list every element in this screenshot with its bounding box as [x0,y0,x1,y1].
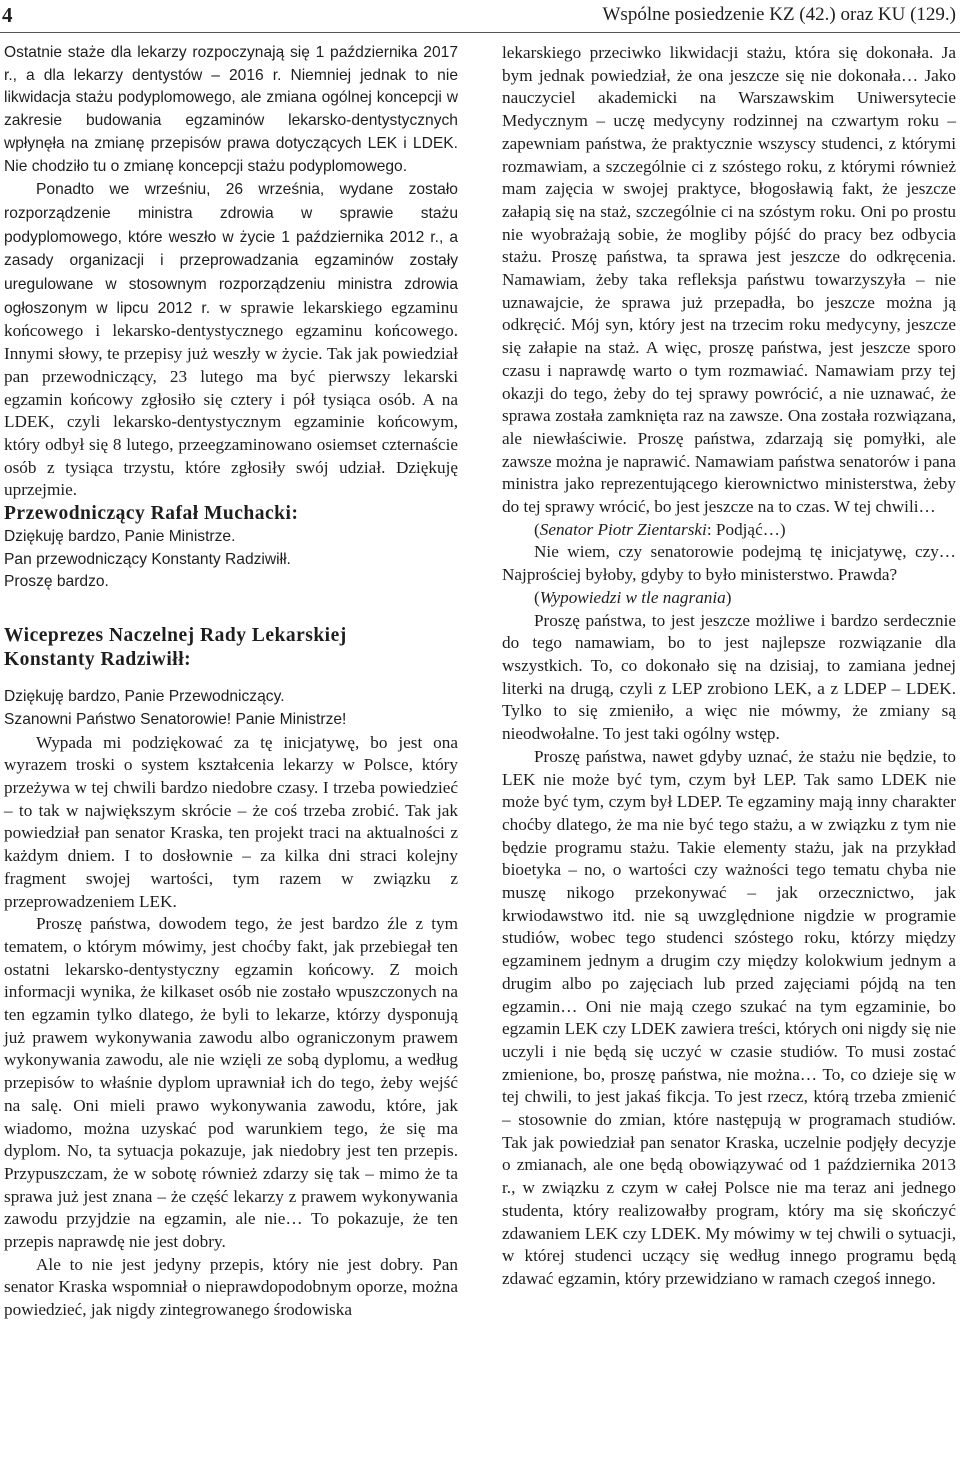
paragraph: Wypada mi podziękować za tę inicjatywę, bo jest ona wyrazem troski o system kształcenia lekarzy w Polsce, który przeżywa w tej chwili bardzo niedobre czasy. I trzeba powiedzieć – to tak w największym skrócie – że coś trzeba zrobić. Tak jak powiedział pan senator Kraska, ten projekt traci na aktualności z każdym dniem. I to dosłownie – za kilka dni straci kolejny fragment swojej wartości, tym razem w związku z przeprowadzeniem LEK. [4,732,458,911]
interjection-speaker: Senator Piotr Zientarski [539,519,707,539]
running-title: Wspólne posiedzenie KZ (42.) oraz KU (129.) [602,4,956,25]
speaker-lines [4,526,458,594]
speaker-heading-line: Wiceprezes Naczelnej Rady Lekarskiej [4,625,347,647]
paragraph [4,178,458,502]
interjection-text: : Podjąć…) [706,519,786,539]
paragraph: Ale to nie jest jedyny przepis, który nie jest dobry. Pan senator Kraska wspomniał o nieprawdopodobnym oporze, można powiedzieć, jak nigdy zintegrowanego środowiska [4,1254,458,1320]
interjection-open: ( [534,519,540,539]
right-column [502,42,956,1291]
statement-line: Pan przewodniczący Konstanty Radziwiłł. [4,550,291,568]
speaker-heading-line: Konstanty Radziwiłł: [4,649,192,671]
statement-line: Dziękuję bardzo, Panie Ministrze. [4,528,236,546]
statement-line: Proszę bardzo. [4,573,109,591]
header-rule [0,32,960,33]
interjection-open: ( [534,587,540,607]
page-header [0,0,960,34]
paragraph: Proszę państwa, dowodem tego, że jest bardzo źle z tym tematem, o którym mówimy, jest choćby fakt, jak przebiegał ten ostatni lekarsko-dentystyczny egzamin końcowy. Z moich informacji wynika, że kilkaset osób nie zostało wpuszczonych na ten egzamin tylko dlatego, że byli to lekarze, którzy dysponują już prawem wykonywania zawodu albo ograniczonym prawem wykonywania zawodu, ale nie wzięli ze sobą dyplomu, a według przepisów to właśnie dyplom uprawniał ich do tego, żeby wejść na salę. Oni mieli prawo wykonywania zawodu, które, jak wiadomo, można uzyskać pod warunkiem tego, że się ma dyplom. No, ta sytuacja pokazuje, jak niedobry jest ten przepis. Przypuszczam, że w sobotę również zdarzy się tak – mimo że ta sprawa już jest znana – że część lekarzy z prawem wykonywania zawodu przyjdzie na egzamin, ale nie… To pokazuje, że ten przepis naprawdę nie jest dobry. [4,914,458,1252]
speaker-lines [4,686,458,731]
speaker-heading: Przewodniczący Rafał Muchacki: [4,503,299,525]
paragraph: lekarskiego przeciwko likwidacji stażu, która się dokonała. Ja bym jednak powiedział, że ona jeszcze się nie dokonała… Jako nauczyciel akademicki na Warszawskim Uniwersytecie Medycznym – uczę medycyny rodzinnej na czwartym roku – zapewniam państwa, że praktycznie wszyscy studenci, z którymi rozmawiam, a szczególnie ci z szóstego roku, z którymi również mam zajęcia w swojej praktyce, błogosławią fakt, że jeszcze załapią się na staż, szczególnie ci na szóstym roku. Oni po prostu nie wyobrażają sobie, że mogliby pójść do pracy bez odbycia stażu. Proszę państwa, ta sprawa jest jeszcze do odkręcenia. Namawiam, żeby taka refleksja państwu towarzyszyła – nie uznawajcie, że sprawa już przepadła, bo jeszcze można ją odkręcić. Mój syn, który jest na trzecim roku medycyny, jeszcze się załapie na staż. A więc, proszę państwa, jest jeszcze sporo czasu i naprawdę warto o tym rozmawiać. Namawiam przy tej okazji do tego, żeby do tej sprawy powrócić, a nie uznawać, że sprawa została zamknięta raz na zawsze. Ona została rozwiązana, ale niewłaściwie. Proszę państwa, zdarzają się pomyłki, ale zawsze można je naprawić. Namawiam państwa senatorów i pana ministra jako reprezentującego kierownictwo ministerstwa, żeby do tej sprawy wrócić, bo jest jeszcze na to czas. W tej chwili… [502,43,956,517]
paragraph: Proszę państwa, nawet gdyby uznać, że stażu nie będzie, to LEK nie może być tym, czym był LEP. Tak samo LDEK nie może być tym, czym był LDEP. Te egzaminy mają inny charakter choćby dlatego, że ma nie być tego stażu, a w związku z tym nie będzie programu stażu. Takie elementy stażu, jak na przykład bioetyka – no, o wartości czy ważności tego tematu chyba nie muszę nikogo przekonywać – jak orzecznictwo, jak krwiodawstwo itd. nie są uwzględnione nigdzie w programie studiów, wobec tego studenci szóstego roku, którzy między egzaminem jednym a drugim czy między kolokwium jednym a drugim albo po zajęciach lub przed zajęciami pójdą na ten egzamin… Oni nie mają czego szukać na tym egzaminie, bo egzamin LEK czy LDEK zawiera treści, których oni nigdy się nie uczyli i nie będą się uczyć w czasie studiów. To musi zostać zmienione, bo, proszę państwa, nie można… To, co dzieje się w tej chwili, to jest jakaś fikcja. To jest rzecz, którą trzeba zmienić – stosownie do zmian, które następują w programach studiów. Tak jak powiedział pan senator Kraska, uczelnie podjęły decyzje o zmianach, ale one będą obowiązywać od 1 października 2013 r., w związku z czym w całej Polsce nie ma teraz ani jednego studenta, który realizowałby program, który ma się skończyć zdawaniem LEK czy LDEK. My mówimy w tej chwili o sytuacji, w której studenci uczący się według innego programu będą zdawać egzamin, który przewidziano w ramach czegoś innego. [502,746,956,1288]
interjection-close: ) [725,587,732,607]
paragraph-serif-part: w sprawie lekarskiego egzaminu końcowego i lekarsko-dentystycznego egzaminu końcowego. Innymi słowy, te przepisy już weszły w życie. Tak jak powiedział pan przewodniczący, 23 lutego ma być pierwszy lekarski egzamin końcowy zgłosiło się cztery i pół tysiąca osób. A na LDEK, czyli lekarsko-dentystycznym egzaminie końcowym, który odbył się 8 lutego, przeegzaminowano osiemset czternaście osób z tysiąca trzystu, które zgłosiły swój udział. Dziękuję uprzejmie. [4,297,458,500]
interjection-text: Wypowiedzi w tle nagrania [539,587,726,607]
paragraph: Proszę państwa, to jest jeszcze możliwe i bardzo serdecznie do tego namawiam, bo to jest najlepsze rozwiązanie dla wszystkich. To, co dokonało się na dzisiaj, to zamiana jednej literki na drugą, czyli z LEP zrobiono LEK, a z LDEP – LDEK. Tylko to się zmieniło, a więc nie mówmy, że zmiany są nieodwołalne. To jest taki ogólny wstęp. [502,610,956,744]
left-column [4,42,458,1322]
statement-line: Szanowni Państwo Senatorowie! Panie Ministrze! [4,710,347,728]
interjection [502,587,956,610]
interjection [502,519,956,542]
page-number: 4 [2,3,13,27]
statement-line: Dziękuję bardzo, Panie Przewodniczący. [4,688,285,706]
speaker-heading [4,624,458,672]
paragraph: Nie wiem, czy senatorowie podejmą tę inicjatywę, czy… Najprościej byłoby, gdyby to było ministerstwo. Prawda? [502,542,956,585]
paragraph-sans-part: Ponadto we wrześniu, 26 września, wydane zostało rozporządzenie ministra zdrowia w sprawie stażu podyplomowego, które weszło w życie 1 października 2012 r., a zasady organizacji i przeprowadzania egzaminów zostały uregulowane w stosownym rozporządzeniu ministra zdrowia ogłoszonym w lipcu 2012 r. [4,181,458,317]
paragraph: Ostatnie staże dla lekarzy rozpoczynają się 1 października 2017 r., a dla lekarzy dentystów – 2016 r. Niemniej jednak to nie likwidacja stażu podyplomowego, ale zmiana ogólnej koncepcji w zakresie budowania egzaminów lekarsko-dentystycznych wpłynęła na zmianę przepisów prawa dotyczących LEK i LDEK. Nie chodziło tu o zmianę koncepcji stażu podyplomowego. [4,44,458,175]
